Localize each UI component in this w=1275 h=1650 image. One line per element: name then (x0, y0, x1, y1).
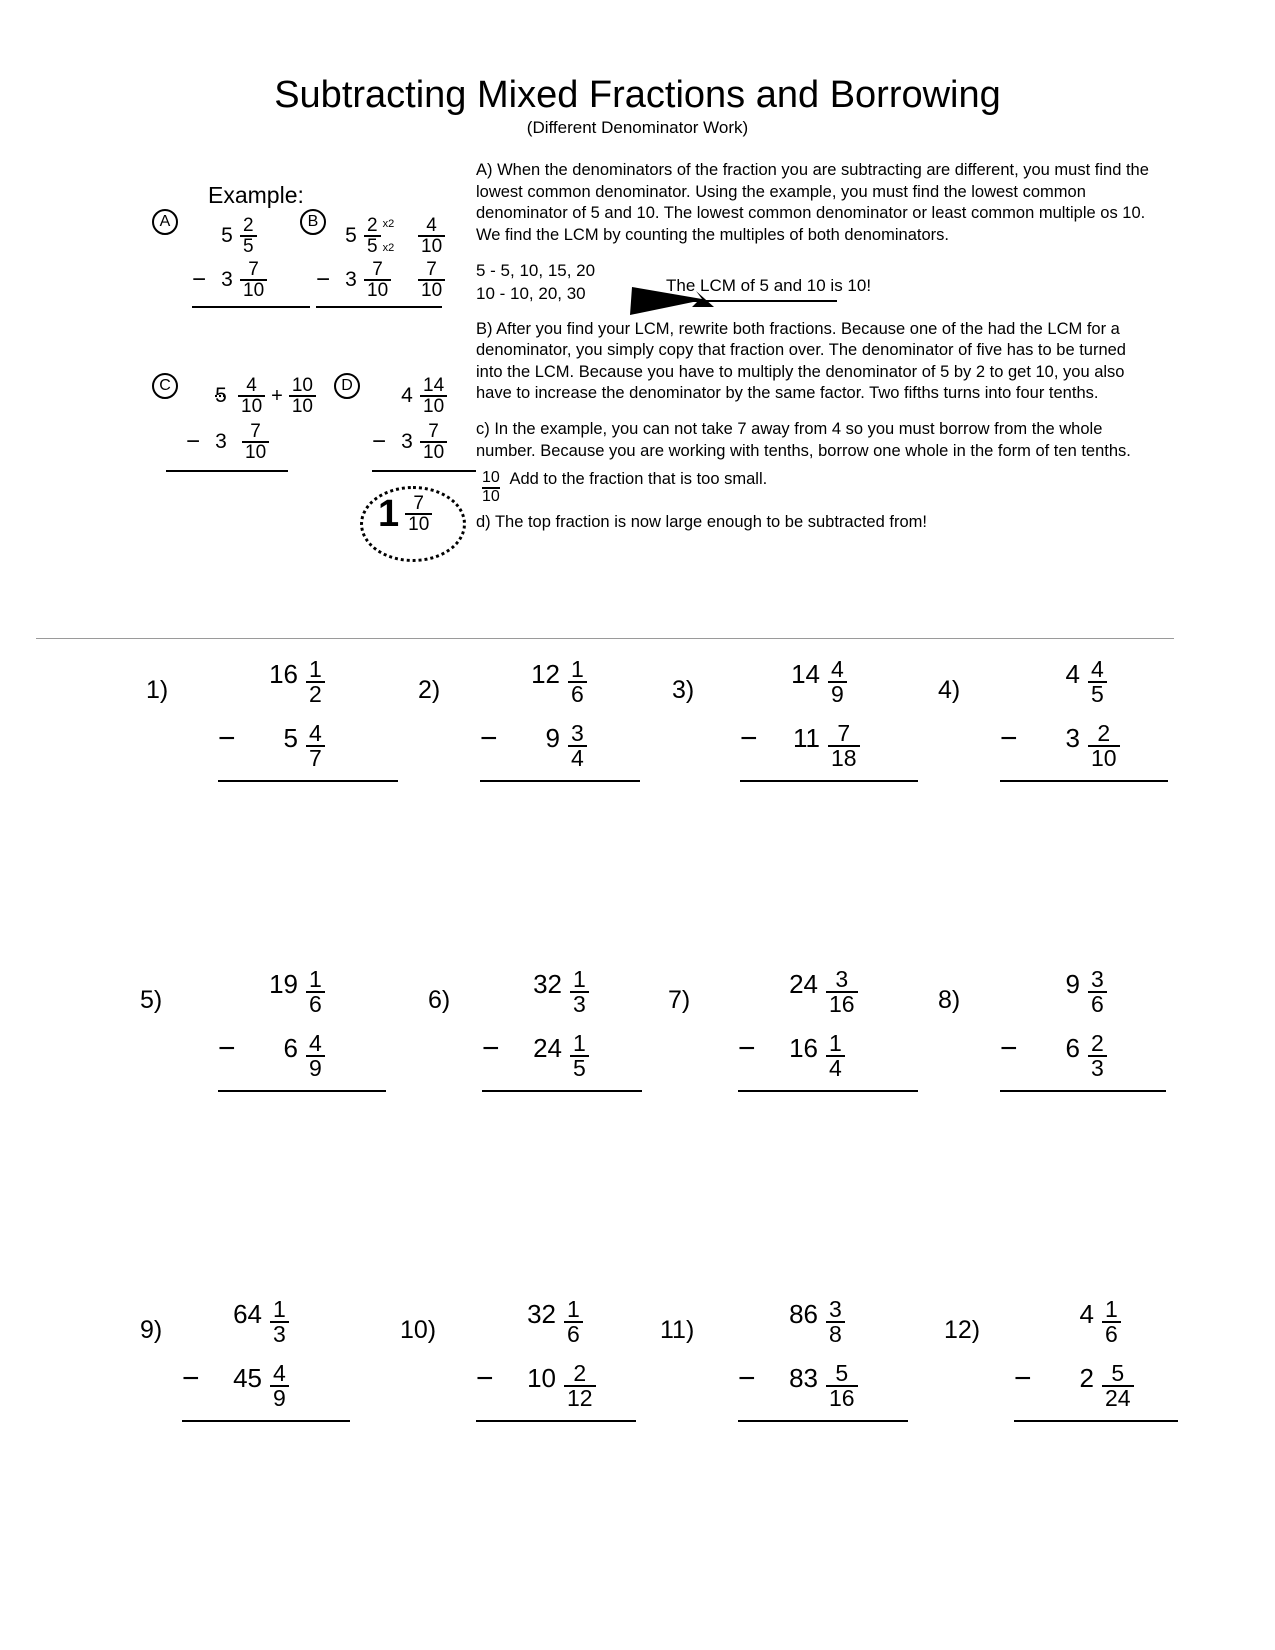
minuend-fraction (826, 1298, 845, 1346)
example-c-answer-rule (166, 470, 288, 472)
example-d-problem (372, 376, 476, 472)
minuend-whole: 32 (533, 969, 562, 999)
numerator: 4 (309, 720, 322, 746)
example-a-problem (192, 216, 310, 308)
minus-sign: − (738, 1362, 756, 1395)
numerator: 2 (367, 215, 378, 236)
step-d-badge: D (334, 373, 360, 399)
example-b-converted (418, 216, 445, 300)
problem-number: 11) (660, 1316, 695, 1344)
minus-sign: − (218, 1032, 236, 1065)
denominator: 10 (418, 279, 445, 300)
example-step-c (152, 372, 178, 399)
denominator: 3 (1088, 1055, 1107, 1080)
subtrahend-fraction (826, 1362, 858, 1410)
page-subtitle: (Different Denominator Work) (526, 118, 749, 137)
note-a: A) When the denominators of the fraction you are subtracting are different, you must find the lowest common denominator. Using the example, you must find the lowest common denominator of 5 and 10. The lowest common denominator or least common multiple os 10. We find the LCM by counting the multiples of both denominators. (476, 161, 1149, 244)
minus-sign: − (740, 722, 758, 755)
minuend-row (218, 658, 398, 722)
minus-sign: − (738, 1032, 756, 1065)
numerator: 1 (573, 966, 586, 992)
minuend-row (182, 1298, 350, 1362)
minus-sign: − (182, 1362, 200, 1395)
answer-whole: 1 (378, 493, 400, 535)
numerator: 7 (426, 259, 437, 280)
example-a-bottom-fraction (240, 260, 267, 300)
denominator: 10 (238, 395, 265, 416)
denominator: 6 (1102, 1321, 1121, 1346)
numerator: 2 (573, 1360, 587, 1386)
example-d-bottom-row (372, 422, 476, 462)
subtrahend-row (1014, 1362, 1178, 1426)
example-c-added-fraction (289, 376, 316, 416)
subtrahend-fraction (826, 1032, 845, 1080)
numerator: 2 (1091, 1030, 1104, 1056)
denominator: 10 (420, 441, 447, 462)
denominator: 10 (420, 395, 447, 416)
example-b-bottom-fraction (364, 260, 391, 300)
numerator: 5 (835, 1360, 849, 1386)
subtrahend-whole: 5 (283, 723, 298, 753)
subtrahend-fraction (270, 1362, 289, 1410)
denominator: 10 (364, 279, 391, 300)
converted-top-row (418, 216, 445, 256)
step-a-badge: A (152, 209, 178, 235)
denominator: 10 (418, 235, 445, 256)
denominator: 10 (1088, 745, 1120, 770)
minuend-fraction (1102, 1298, 1121, 1346)
minus-sign: − (316, 266, 331, 293)
note-d: d) The top fraction is now large enough to be subtracted from! (476, 512, 927, 531)
minuend-row (1014, 1298, 1178, 1362)
denominator: 3 (270, 1321, 289, 1346)
example-c-bottom-row (186, 422, 316, 462)
example-c-problem (186, 376, 316, 472)
example-label: Example: (208, 182, 304, 208)
subtrahend-fraction (306, 722, 325, 770)
example-d-top-whole: 4 (401, 384, 413, 407)
answer-fraction (405, 494, 432, 534)
problem-number: 6) (428, 986, 451, 1014)
answer-line[interactable] (738, 1420, 908, 1422)
numerator: 1 (309, 656, 322, 682)
subtrahend-whole: 83 (789, 1363, 818, 1393)
plus-sign: + (271, 384, 283, 407)
minuend-row (1000, 658, 1168, 722)
minuend-whole: 32 (527, 1299, 556, 1329)
subtrahend-row (738, 1032, 918, 1096)
subtrahend-whole: 6 (1065, 1033, 1080, 1063)
subtrahend-fraction (828, 722, 860, 770)
minus-sign: − (482, 1032, 500, 1065)
numerator: 5 (1111, 1360, 1125, 1386)
minuend-whole: 16 (269, 659, 298, 689)
example-a-answer-rule (192, 306, 310, 308)
denominator: 18 (828, 745, 860, 770)
step-b-badge: B (300, 209, 326, 235)
minus-sign: − (1000, 722, 1018, 755)
minuend-fraction (826, 968, 858, 1016)
example-c-bottom-fraction (242, 422, 269, 462)
minus-sign: − (476, 1362, 494, 1395)
subtrahend-row (218, 722, 398, 786)
numerator: 7 (413, 493, 424, 514)
subtrahend-fraction (570, 1032, 589, 1080)
subtrahend-row (476, 1362, 636, 1426)
minuend-row (476, 1298, 636, 1362)
example-d-bottom-fraction (420, 422, 447, 462)
numerator: 3 (835, 966, 849, 992)
numerator: 1 (829, 1030, 842, 1056)
answer-line[interactable] (476, 1420, 636, 1422)
multiplier-numerator: x2 (382, 218, 395, 230)
problem-number: 5) (140, 986, 163, 1014)
minuend-fraction (270, 1298, 289, 1346)
minuend-fraction (1088, 658, 1107, 706)
example-c-top-whole-crossed: 5 (215, 384, 227, 407)
minuend-whole: 4 (1079, 1299, 1094, 1329)
example-d-answer-rule (372, 470, 476, 472)
minuend-fraction (306, 968, 325, 1016)
problem-number: 7) (668, 986, 691, 1014)
denominator: 24 (1102, 1385, 1134, 1410)
subtrahend-fraction (564, 1362, 596, 1410)
note-c-text-1: c) In the example, you can not take 7 away from 4 so you must borrow from the whole number. Because you are working with tenths, borrow one whole in the form of ten tenths. (476, 420, 1131, 460)
denominator: 9 (828, 681, 847, 706)
subtrahend-fraction (1088, 722, 1120, 770)
example-a-bottom-row (192, 260, 310, 300)
subtrahend-fraction (1088, 1032, 1107, 1080)
lcm-callout-text: The LCM of 5 and 10 is 10! (666, 276, 872, 295)
numerator: 4 (273, 1360, 286, 1386)
example-c-top-row (186, 376, 316, 416)
note-b: B) After you find your LCM, rewrite both fractions. Because one of the had the LCM for a denominator, you simply copy that fraction over. The denominator of five has to be turned into the LCM. Because you have to multiply the denominator of 5 by 2 to get 10, you also have to increase the denominator by the same factor. Two fifths turns into four tenths. (476, 319, 1126, 403)
ten-tenths-fraction (482, 470, 500, 506)
section-divider (36, 638, 1174, 639)
example-a-top-fraction (240, 216, 257, 256)
page-title: Subtracting Mixed Fractions and Borrowing (274, 74, 1001, 116)
subtrahend-row (218, 1032, 386, 1096)
converted-top-fraction (418, 216, 445, 256)
subtrahend-row (738, 1362, 908, 1426)
denominator: 6 (306, 991, 325, 1016)
numerator: 7 (428, 421, 439, 442)
numerator: 4 (309, 1030, 322, 1056)
minuend-row (738, 968, 918, 1032)
numerator: 1 (309, 966, 322, 992)
answer-line[interactable] (218, 780, 398, 782)
denominator: 3 (570, 991, 589, 1016)
subtrahend-row (182, 1362, 350, 1426)
example-a-bottom-whole: 3 (221, 268, 233, 291)
example-step-d (334, 372, 360, 399)
denominator: 5 (570, 1055, 589, 1080)
numerator: 1 (573, 1030, 586, 1056)
denominator: 6 (1088, 991, 1107, 1016)
numerator: 7 (837, 720, 851, 746)
minuend-whole: 24 (789, 969, 818, 999)
denominator: 10 (240, 279, 267, 300)
subtrahend-whole: 3 (1065, 723, 1080, 753)
minus-sign: − (192, 266, 207, 293)
minuend-fraction (1088, 968, 1107, 1016)
subtrahend-row (1000, 1032, 1166, 1096)
subtrahend-fraction (568, 722, 587, 770)
multiplier-denominator: x2 (382, 242, 395, 254)
minuend-fraction (564, 1298, 583, 1346)
numerator: 7 (372, 259, 383, 280)
denominator: 9 (270, 1385, 289, 1410)
answer-line[interactable] (1000, 780, 1168, 782)
numerator: 7 (250, 421, 261, 442)
example-b-bottom-whole: 3 (345, 268, 357, 291)
minuend-fraction (828, 658, 847, 706)
minuend-fraction (568, 658, 587, 706)
minus-sign: − (1014, 1362, 1032, 1395)
answer-line[interactable] (738, 1090, 918, 1092)
example-d-top-fraction (420, 376, 447, 416)
minuend-row (740, 658, 918, 722)
subtrahend-whole: 24 (533, 1033, 562, 1063)
example-b-answer-rule (316, 306, 442, 308)
denominator: 10 (405, 513, 432, 534)
denominator: 7 (306, 745, 325, 770)
denominator: 5 (1088, 681, 1107, 706)
problem-number: 12) (944, 1316, 981, 1344)
example-a-top-whole: 5 (221, 224, 233, 247)
minuend-fraction (570, 968, 589, 1016)
minuend-whole: 64 (233, 1299, 262, 1329)
subtrahend-row (480, 722, 640, 786)
denominator: 8 (826, 1321, 845, 1346)
answer-line[interactable] (482, 1090, 642, 1092)
minus-sign: − (480, 722, 498, 755)
subtrahend-row (740, 722, 918, 786)
subtrahend-row (1000, 722, 1168, 786)
example-d-answer (378, 494, 432, 534)
minuend-fraction (306, 658, 325, 706)
example-b-top-fraction (364, 216, 381, 256)
subtrahend-row (482, 1032, 642, 1096)
subtrahend-whole: 16 (789, 1033, 818, 1063)
subtrahend-whole: 6 (283, 1033, 298, 1063)
denominator: 5 (364, 235, 381, 256)
answer-line[interactable] (218, 1090, 386, 1092)
subtrahend-whole: 11 (793, 723, 820, 753)
minuend-row (218, 968, 386, 1032)
denominator: 5 (240, 235, 257, 256)
denominator: 9 (306, 1055, 325, 1080)
problem-number: 9) (140, 1316, 163, 1344)
numerator: 1 (567, 1296, 580, 1322)
example-step-a (152, 208, 178, 235)
minuend-row (738, 1298, 908, 1362)
step-c-badge: C (152, 373, 178, 399)
answer-line[interactable] (182, 1420, 350, 1422)
note-c (476, 419, 1156, 506)
denominator: 6 (568, 681, 587, 706)
numerator: 4 (426, 215, 437, 236)
numerator: 2 (1097, 720, 1111, 746)
numerator: 10 (482, 469, 500, 487)
numerator: 4 (246, 375, 257, 396)
minus-sign: − (372, 428, 387, 455)
subtrahend-whole: 9 (545, 723, 560, 753)
numerator: 4 (1091, 656, 1104, 682)
numerator: 1 (273, 1296, 286, 1322)
answer-line[interactable] (1000, 1090, 1166, 1092)
denominator: 4 (826, 1055, 845, 1080)
example-a-top-row (192, 216, 310, 256)
denominator: 2 (306, 681, 325, 706)
subtrahend-fraction (1102, 1362, 1134, 1410)
minuend-whole: 4 (1065, 659, 1080, 689)
problem-number: 8) (938, 986, 961, 1014)
multiples-of-five: 5 - 5, 10, 15, 20 (476, 261, 596, 281)
denominator: 10 (482, 488, 500, 506)
numerator: 3 (1091, 966, 1104, 992)
denominator: 6 (564, 1321, 583, 1346)
subtrahend-fraction (306, 1032, 325, 1080)
minus-sign: − (218, 722, 236, 755)
problem-number: 4) (938, 676, 961, 704)
numerator: 1 (1105, 1296, 1118, 1322)
numerator: 4 (831, 656, 844, 682)
denominator: 16 (826, 991, 858, 1016)
minuend-whole: 86 (789, 1299, 818, 1329)
converted-bottom-fraction (418, 260, 445, 300)
example-c-bottom-whole: 3 (215, 430, 227, 453)
problem-number: 3) (672, 676, 695, 704)
problem-number: 1) (146, 676, 169, 704)
minuend-whole: 9 (1065, 969, 1080, 999)
example-d-bottom-whole: 3 (401, 430, 413, 453)
numerator: 3 (571, 720, 584, 746)
numerator: 7 (248, 259, 259, 280)
problem-number: 10) (400, 1316, 437, 1344)
denominator: 12 (564, 1385, 596, 1410)
minus-sign: − (1000, 1032, 1018, 1065)
numerator: 1 (571, 656, 584, 682)
answer-line[interactable] (1014, 1420, 1178, 1422)
denominator: 4 (568, 745, 587, 770)
answer-line[interactable] (740, 780, 918, 782)
converted-bottom-row (418, 260, 445, 300)
subtrahend-whole: 10 (527, 1363, 556, 1393)
denominator: 16 (826, 1385, 858, 1410)
numerator: 3 (829, 1296, 842, 1322)
instructions-block (476, 160, 1156, 547)
minuend-row (480, 658, 640, 722)
answer-line[interactable] (480, 780, 640, 782)
numerator: 10 (291, 375, 313, 396)
minuend-whole: 12 (531, 659, 560, 689)
problem-number: 2) (418, 676, 441, 704)
note-c-text-2: Add to the fraction that is too small. (509, 470, 768, 489)
subtrahend-whole: 2 (1079, 1363, 1094, 1393)
numerator: 2 (243, 215, 254, 236)
subtrahend-whole: 45 (233, 1363, 262, 1393)
minus-sign: − (186, 428, 201, 455)
answer-row (378, 494, 432, 534)
minuend-whole: 14 (791, 659, 820, 689)
minuend-row (1000, 968, 1166, 1032)
example-c-top-fraction (238, 376, 265, 416)
example-b-top-whole: 5 (345, 224, 357, 247)
minuend-whole: 19 (269, 969, 298, 999)
numerator: 14 (423, 375, 445, 396)
multiples-of-ten: 10 - 10, 20, 30 (476, 283, 586, 303)
minuend-row (482, 968, 642, 1032)
example-d-top-row (372, 376, 476, 416)
denominator: 10 (242, 441, 269, 462)
denominator: 10 (289, 395, 316, 416)
